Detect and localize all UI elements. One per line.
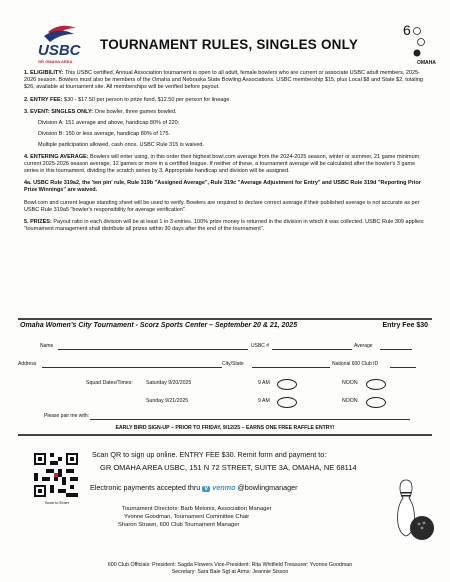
remit-address: GR OMAHA AREA USBC, 151 N 72 STREET, SUITE 3A, OMAHA, NE 68114 bbox=[100, 463, 357, 472]
officials-line-1: 600 Club Officials: President: Sagda Flowers Vice-President: Rita Whitfield Treasurer: Yvonne Goodman bbox=[107, 562, 353, 568]
rule-verification: Bowl.com and current league standing sheet will be used to verify. Bowlers are required to declare correct average if their published average is not accurate as per USBC Rule 319a5 "bowler's responsibility for average verification". bbox=[24, 199, 420, 213]
usbc-logo bbox=[30, 20, 90, 68]
city-state-field[interactable] bbox=[252, 367, 330, 368]
pair-label: Please pair me with: bbox=[44, 413, 90, 419]
venmo-icon: V bbox=[204, 486, 209, 492]
venmo-wordmark: venmo bbox=[212, 483, 236, 492]
electronic-payments: Electronic payments accepted thru V venmo @bowlingmanager bbox=[90, 483, 298, 492]
club-officials bbox=[40, 562, 420, 576]
rule-event: 3. EVENT: SINGLES ONLY: One bowler, three games bowled. bbox=[24, 108, 177, 115]
divider-bottom bbox=[18, 434, 432, 436]
rule-eligibility: 1. ELIGIBILITY: This USBC certified, Annual Association tournament is open to all adult, female bowlers who are current or associate USBC adult members, 2025-2026 season. Bowlers must also be members of the Omaha and Nebraska State Bowling Associations. USBC membership $15, plus Local $8 and State $2, totaling $26, available at tournament site. All memberships will be verified before payout. bbox=[24, 70, 423, 91]
scan-instructions: Scan QR to sign up online. ENTRY FEE $30. Remit form and payment to: bbox=[92, 450, 327, 459]
saturday-label: Saturday 9/20/2025 bbox=[146, 380, 192, 386]
name-field[interactable] bbox=[58, 349, 248, 350]
usbc-logo-subtitle: GR OMAHA AREA bbox=[38, 59, 73, 64]
bowling-pins-icon bbox=[413, 26, 427, 60]
qr-code-icon bbox=[34, 453, 78, 497]
saturday-9am-label: 9 AM bbox=[258, 380, 270, 386]
600-club-logo bbox=[383, 22, 439, 68]
event-title: Omaha Women's City Tournament - Scorz Sports Center – September 20 & 21, 2025 bbox=[20, 322, 298, 329]
rules-section bbox=[24, 70, 427, 238]
address-label: Address bbox=[18, 361, 37, 367]
qr-code[interactable] bbox=[34, 453, 78, 497]
average-field[interactable] bbox=[380, 349, 412, 350]
name-label: Name bbox=[40, 343, 54, 349]
rule-prizes: 5. PRIZES: Payout ratio in each division will be at least 1 in 3 entries. 100% prize money is returned in the division in which it was collected. USBC Rule 309 applies: "tournament management shall distribute all prizes within 30 days after the end of the tournament". bbox=[24, 219, 425, 233]
early-bird-notice: EARLY BIRD SIGN-UP – PRIOR TO FRIDAY, 9/12/25 – EARNS ONE FREE RAFFLE ENTRY! bbox=[115, 425, 335, 431]
club-id-label: National 600 Club ID bbox=[332, 361, 379, 367]
sunday-9am-label: 9 AM bbox=[258, 398, 270, 404]
officials-line-2: Secretary: Sara Bale Sgt at Arms: Jeannie Sisson bbox=[171, 569, 289, 575]
saturday-noon-label: NOON bbox=[342, 380, 358, 386]
rule-4a: 4a. USBC Rule 319a2, the 'ten pin' rule, Rule 319b "Assigned Average", Rule 319c "Average Adjustment for Entry" and USBC Rule 319d "Reporting Prior Prize Winnings" are waived. bbox=[24, 180, 421, 194]
sunday-9am-checkbox[interactable] bbox=[277, 397, 297, 408]
sunday-label: Sunday 9/21/2025 bbox=[146, 398, 189, 404]
director-3: Sharon Strawn, 600 Club Tournament Manager bbox=[118, 522, 240, 528]
rule-entry-fee: 2. ENTRY FEE: $30 - $17.50 per person to prize fund, $12.50 per person for lineage. bbox=[24, 96, 231, 103]
usbc-logo-text: USBC bbox=[38, 42, 81, 59]
usbc-number-field[interactable] bbox=[272, 349, 352, 350]
pair-with-field[interactable] bbox=[90, 419, 410, 420]
600-logo-number: 6 bbox=[403, 22, 411, 38]
director-1: Tournament Directors: Barb Melonis, Association Manager bbox=[122, 506, 272, 512]
division-b: Division B: 150 or less average, handicap 80% of 175. bbox=[38, 131, 171, 138]
saturday-9am-checkbox[interactable] bbox=[277, 379, 297, 390]
entry-fee-label: Entry Fee $30 bbox=[382, 322, 428, 329]
multiple-participation: Multiple participation allowed, cash once. USBC Rule 315 is waived. bbox=[38, 142, 205, 149]
venmo-handle[interactable]: @bowlingmanager bbox=[237, 483, 298, 492]
600-logo-subtitle: OMAHA bbox=[417, 60, 436, 66]
bowling-pin-ball-icon bbox=[392, 478, 436, 544]
director-2: Yvonne Goodman, Tournament Committee Chair bbox=[124, 514, 250, 520]
usbc-label: USBC # bbox=[251, 343, 270, 349]
address-field[interactable] bbox=[42, 367, 222, 368]
sunday-noon-label: NOON bbox=[342, 398, 358, 404]
saturday-noon-checkbox[interactable] bbox=[366, 379, 386, 390]
qr-caption: Scan to Enter bbox=[44, 500, 70, 505]
division-a: Division A: 151 average and above, handicap 80% of 220; bbox=[38, 120, 180, 127]
city-state-label: City/State bbox=[222, 361, 244, 367]
divider-top bbox=[18, 318, 432, 320]
rule-entering-average: 4. ENTERING AVERAGE: Bowlers will enter using, in this order their highest bowl.com average from the 2024-2025 season, winter or summer, 21 game minimum; current 2025-2026 season average, 12 games or more in a certified league. If neither of these, a tournament average will be calculated after the bowler's 3 game series in this tournament, dividing the scratch series by 3. Appropriate handicap and division will be assigned. bbox=[24, 153, 421, 175]
average-label: Average bbox=[354, 343, 373, 349]
page-title: TOURNAMENT RULES, SINGLES ONLY bbox=[100, 37, 359, 52]
sunday-noon-checkbox[interactable] bbox=[366, 397, 386, 408]
squad-label: Squad Dates/Times: bbox=[86, 380, 133, 386]
club-id-field[interactable] bbox=[390, 367, 416, 368]
event-header bbox=[20, 322, 430, 329]
